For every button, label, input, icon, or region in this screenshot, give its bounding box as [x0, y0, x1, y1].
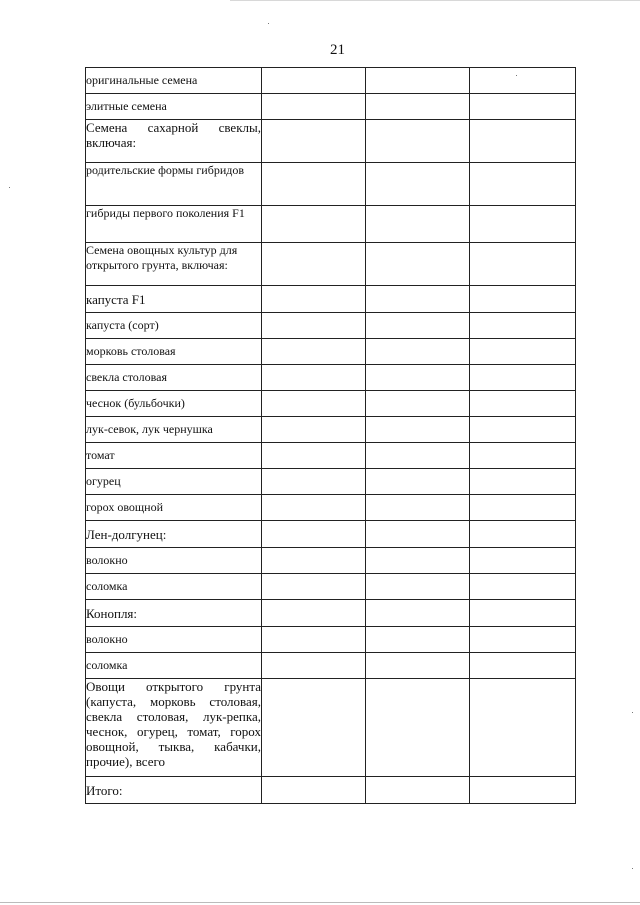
empty-value-cell: [366, 777, 470, 804]
data-table: [85, 67, 576, 804]
empty-value-cell: [262, 469, 366, 495]
table-row: [86, 574, 576, 600]
empty-value-cell: [366, 548, 470, 574]
empty-value-cell: [262, 521, 366, 548]
empty-value-cell: [470, 600, 576, 627]
row-label: Конопля:: [86, 600, 262, 627]
empty-value-cell: [470, 243, 576, 286]
empty-value-cell: [262, 443, 366, 469]
empty-value-cell: [262, 653, 366, 679]
empty-value-cell: [470, 777, 576, 804]
scan-speck: [268, 23, 269, 24]
row-label: соломка: [86, 653, 262, 679]
row-label: соломка: [86, 574, 262, 600]
empty-value-cell: [262, 495, 366, 521]
row-label: Семена овощных культур для открытого грунта, включая:: [86, 243, 262, 286]
scan-speck: [632, 868, 633, 869]
empty-value-cell: [470, 417, 576, 443]
empty-value-cell: [262, 574, 366, 600]
row-label: капуста F1: [86, 286, 262, 313]
empty-value-cell: [470, 391, 576, 417]
scan-speck: [516, 75, 517, 76]
empty-value-cell: [366, 339, 470, 365]
empty-value-cell: [366, 521, 470, 548]
empty-value-cell: [366, 68, 470, 94]
empty-value-cell: [262, 627, 366, 653]
table-row: [86, 443, 576, 469]
empty-value-cell: [262, 417, 366, 443]
empty-value-cell: [470, 206, 576, 243]
row-label: гибриды первого поколения F1: [86, 206, 262, 243]
empty-value-cell: [366, 365, 470, 391]
empty-value-cell: [470, 548, 576, 574]
empty-value-cell: [366, 120, 470, 163]
row-label: огурец: [86, 469, 262, 495]
empty-value-cell: [366, 94, 470, 120]
table-row: [86, 495, 576, 521]
row-label: элитные семена: [86, 94, 262, 120]
table-row: [86, 627, 576, 653]
empty-value-cell: [262, 163, 366, 206]
table-row: [86, 391, 576, 417]
empty-value-cell: [262, 365, 366, 391]
row-label: волокно: [86, 627, 262, 653]
row-label: чеснок (бульбочки): [86, 391, 262, 417]
row-label: морковь столовая: [86, 339, 262, 365]
table-row: [86, 206, 576, 243]
empty-value-cell: [366, 443, 470, 469]
table-row: [86, 521, 576, 548]
empty-value-cell: [470, 679, 576, 777]
table-row: [86, 365, 576, 391]
empty-value-cell: [262, 68, 366, 94]
empty-value-cell: [470, 163, 576, 206]
empty-value-cell: [470, 68, 576, 94]
page-number: 21: [330, 42, 345, 58]
table-row: [86, 120, 576, 163]
empty-value-cell: [366, 600, 470, 627]
table-row: [86, 94, 576, 120]
row-label: оригинальные семена: [86, 68, 262, 94]
row-label: Лен-долгунец:: [86, 521, 262, 548]
table-row: [86, 68, 576, 94]
row-label: Семена сахарной свеклы, включая:: [86, 120, 262, 163]
table-row: [86, 653, 576, 679]
row-label: томат: [86, 443, 262, 469]
table-row: [86, 243, 576, 286]
empty-value-cell: [470, 94, 576, 120]
empty-value-cell: [262, 313, 366, 339]
row-label: Итого:: [86, 777, 262, 804]
table-row: [86, 286, 576, 313]
empty-value-cell: [366, 417, 470, 443]
empty-value-cell: [366, 627, 470, 653]
row-label: горох овощной: [86, 495, 262, 521]
empty-value-cell: [262, 777, 366, 804]
scan-speck: [632, 712, 633, 713]
empty-value-cell: [262, 600, 366, 627]
empty-value-cell: [366, 679, 470, 777]
table-row: [86, 679, 576, 777]
table-row: [86, 548, 576, 574]
empty-value-cell: [470, 574, 576, 600]
empty-value-cell: [366, 469, 470, 495]
empty-value-cell: [470, 627, 576, 653]
table-row: [86, 417, 576, 443]
empty-value-cell: [470, 443, 576, 469]
empty-value-cell: [366, 206, 470, 243]
table-row: [86, 313, 576, 339]
empty-value-cell: [366, 163, 470, 206]
table-body: [86, 68, 576, 804]
table-row: [86, 469, 576, 495]
scan-top-edge: [230, 0, 640, 1]
row-label: родительские формы гибридов: [86, 163, 262, 206]
row-label: капуста (сорт): [86, 313, 262, 339]
empty-value-cell: [262, 243, 366, 286]
scan-speck: [9, 187, 10, 188]
empty-value-cell: [470, 521, 576, 548]
row-label: свекла столовая: [86, 365, 262, 391]
table-row: [86, 339, 576, 365]
empty-value-cell: [470, 653, 576, 679]
empty-value-cell: [366, 286, 470, 313]
empty-value-cell: [262, 94, 366, 120]
empty-value-cell: [366, 653, 470, 679]
empty-value-cell: [470, 286, 576, 313]
empty-value-cell: [262, 548, 366, 574]
empty-value-cell: [470, 313, 576, 339]
empty-value-cell: [366, 243, 470, 286]
empty-value-cell: [366, 391, 470, 417]
empty-value-cell: [262, 679, 366, 777]
empty-value-cell: [366, 574, 470, 600]
empty-value-cell: [470, 339, 576, 365]
empty-value-cell: [470, 120, 576, 163]
empty-value-cell: [262, 339, 366, 365]
row-label: Овощи открытого грунта (капуста, морковь столовая, свекла столовая, лук-репка, чеснок, огурец, томат, горох овощной, тыква, кабачки, прочие), всего: [86, 679, 262, 777]
empty-value-cell: [262, 391, 366, 417]
empty-value-cell: [366, 313, 470, 339]
empty-value-cell: [262, 286, 366, 313]
table-row: [86, 600, 576, 627]
empty-value-cell: [470, 495, 576, 521]
scan-bottom-edge: [0, 902, 640, 903]
empty-value-cell: [470, 469, 576, 495]
row-label: лук-севок, лук чернушка: [86, 417, 262, 443]
empty-value-cell: [262, 206, 366, 243]
empty-value-cell: [366, 495, 470, 521]
empty-value-cell: [262, 120, 366, 163]
table-row: [86, 163, 576, 206]
row-label: волокно: [86, 548, 262, 574]
empty-value-cell: [470, 365, 576, 391]
table-row: [86, 777, 576, 804]
